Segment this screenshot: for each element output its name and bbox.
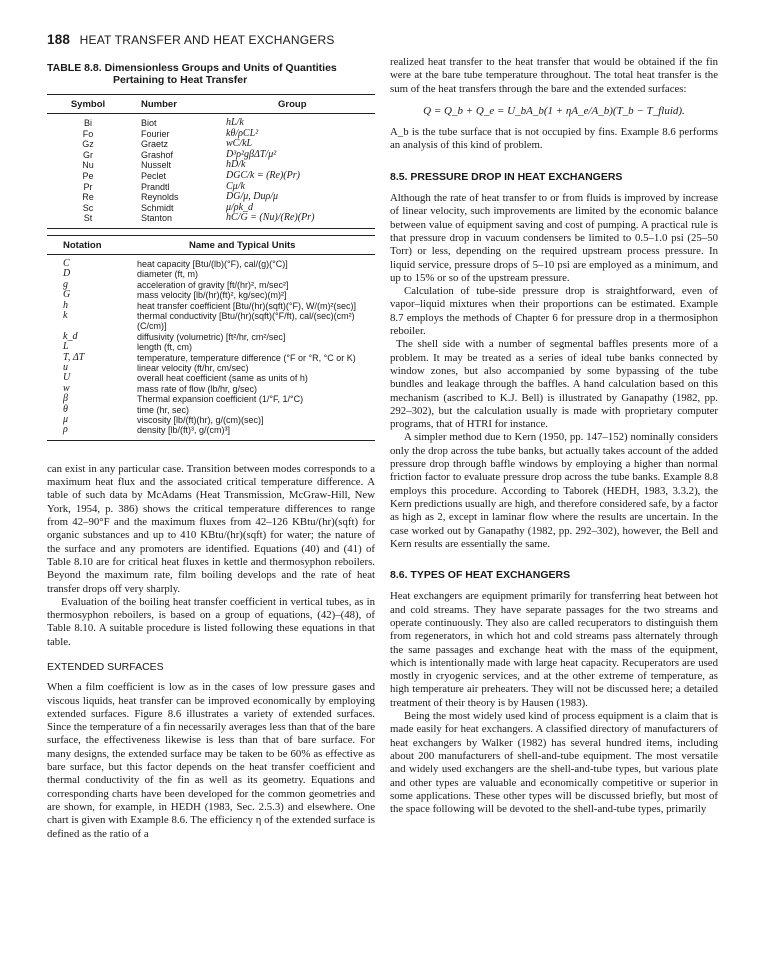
col-header-symbol: Symbol (47, 95, 129, 114)
symbol-cell: Gr (83, 149, 93, 160)
paragraph: can exist in any particular case. Transition between modes corresponds to a maximum heat flux and the associated critical temperature difference. A table of such data by McAdams (Heat Transmission, McGraw-Hill, New York, 1954, p. 386) shows the critical temperature differences to range from 42–90°F and the maximum fluxes from 42–126 KBtu/(hr)(sqft) for organic substances and up to 410 KBtu/(hr)(sqft) for water; the nature of the surface and any promoters are identified. Equations (40) and (41) of Table 8.10 are for critical heat fluxes in kettle and thermosyphon reboilers. Beyond the maximum rate, film boiling develops and the rate of heat transfer drops off very sharply. (47, 462, 375, 595)
paragraph: Heat exchangers are equipment primarily for transferring heat between hot and cold streams. They have separate passages for the two streams and operate continuously. They also are called recuperators to distinguish them from regenerators, in which hot and cold streams pass alternately through the same passages and exchange heat with the mass of the equipment, which is intentionally made with large heat capacity. Recuperators are used mostly in cryogenic services, and at the other extreme of temperature, as high temperature air preheaters. They will not be discussed here; a detailed treatment of their theory is by Hausen (1983). (390, 590, 718, 709)
table-row (47, 373, 375, 383)
table-row (47, 332, 375, 342)
table-row (47, 311, 375, 332)
table-row (47, 213, 375, 228)
col-header-number: Number (129, 95, 226, 114)
number-cell: Grashof (141, 149, 174, 160)
paragraph: A_b is the tube surface that is not occupied by fins. Example 8.6 performs an analysis of this kind of problem. (390, 126, 718, 152)
number-cell: Schmidt (141, 202, 174, 213)
group-cell: DG/μ, Duρ/μ (226, 191, 279, 203)
symbol-cell: Re (82, 192, 94, 203)
table-row (47, 425, 375, 440)
table-row (47, 394, 375, 404)
name-units-cell: time (hr, sec) (137, 404, 190, 415)
name-units-cell: heat capacity [Btu/(lb)(°F), cal/(g)(°C)] (137, 258, 288, 269)
table-row (47, 160, 375, 171)
table-row (47, 280, 375, 290)
paragraph: Calculation of tube-side pressure drop is straightforward, even of vapor–liquid mixtures when their proportions can be estimated. Example 8.7 employs the methods of Chapter 6 for pressure drop in a thermosiphon reboiler. (390, 285, 718, 338)
table-row (47, 182, 375, 193)
table-row (47, 171, 375, 182)
table-caption-line2: Pertaining to Heat Transfer (113, 74, 248, 86)
symbol-cell: Sc (82, 202, 94, 213)
name-units-cell: diameter (ft, m) (137, 269, 199, 280)
name-units-cell: temperature, temperature difference (°F or °R, °C or K) (137, 352, 356, 363)
section-heading-pressure-drop: 8.5. PRESSURE DROP IN HEAT EXCHANGERS (390, 170, 623, 183)
group-cell: μ/ρk_d (226, 201, 254, 213)
table-row (47, 150, 375, 161)
paragraph: Evaluation of the boiling heat transfer coefficient in vertical tubes, as in thermosyphon reboilers, is based on a group of equations, (42)–(48), of Table 8.10. A suitable procedure is listed following these equations in that table. (47, 595, 375, 648)
name-units-cell: Thermal expansion coefficient (1/°F, 1/°C) (137, 394, 304, 405)
table-row (47, 353, 375, 363)
col-header-group: Group (226, 95, 375, 114)
table-row (47, 114, 375, 129)
symbol-cell: Pr (83, 181, 93, 192)
name-units-cell: overall heat coefficient (same as units of h) (137, 373, 308, 384)
paragraph: Although the rate of heat transfer to or from fluids is improved by increase of linear velocity, such improvements are limited by the economic balance between value of equipment saving and cost of pumping. A practical rule is that pressure drop in vacuum condensers be limited to 0.5–1.0 psi (25–50 Torr) or less, depending on the required upstream process pressure. In liquid service, pressure drops of 5–10 psi are employed as a minimum, and up to 15% or so of the upstream pressure. (390, 192, 718, 284)
name-units-cell: mass velocity [lb/(hr)(ft)², kg/sec)(m)²] (137, 290, 287, 301)
table-row (47, 415, 375, 425)
table-row (47, 254, 375, 269)
fin-heat-transfer-equation: Q = Q_b + Q_e = U_bA_b(1 + ηA_e/A_b)(T_b − T_fluid). (423, 104, 685, 117)
section-heading-types-of-exchangers: 8.6. TYPES OF HEAT EXCHANGERS (390, 569, 571, 582)
paragraph: realized heat transfer to the heat transfer that would be obtained if the fin were at the bare tube temperature throughout. The total heat transfer is the sum of the heat transfers through the bare and the extended surfaces: (390, 56, 718, 95)
table-header-row (47, 235, 375, 254)
running-title: HEAT TRANSFER AND HEAT EXCHANGERS (79, 33, 335, 47)
name-units-cell: heat transfer coefficient [Btu/(hr)(sqft)(°F), W/(m)²(sec)] (137, 300, 356, 311)
table-row (47, 384, 375, 394)
name-units-cell: viscosity [lb/(ft)(hr), g/(cm)(sec)] (137, 415, 264, 426)
table-caption (47, 62, 375, 86)
notation-cell: D (63, 268, 71, 280)
paragraph: Being the most widely used kind of process equipment is a claim that is made easily for heat exchangers. A classified directory of manufacturers of heat exchangers by Walker (1982) has several hundred items, including about 200 manufacturers of shell-and-tube equipment. The most versatile and widely used exchangers are the shell-and-tube types, but various plate and other types are valuable and economically competitive or superior in some applications. These other types will be discussed briefly, but most of the space following will be devoted to the shell-and-tube types, primarily (390, 710, 718, 816)
symbol-cell: Nu (82, 160, 94, 171)
table-row (47, 269, 375, 279)
group-cell: DGC/k = (Re)(Pr) (226, 169, 300, 181)
number-cell: Graetz (141, 139, 169, 150)
name-units-cell: acceleration of gravity [ft/(hr)², m/sec²] (137, 279, 289, 290)
notation-cell: u (63, 362, 68, 373)
notation-cell: T, ΔT (63, 351, 85, 363)
right-column (390, 56, 718, 816)
paragraph: A simpler method due to Kern (1950, pp. 147–152) nominally considers only the drop across the tube banks, but actually takes account of the added pressure drop through baffle windows by employing a higher than normal friction factor to evaluate pressure drop across the tube banks. Example 8.8 employs this procedure. According to Taborek (HEDH, 1983, 3.3.2), the Kern predictions usually are high, and therefore considered safe, by a factor as high as 2, except in laminar flow where the results are uncertain. In the case worked out by Ganapathy (1982, pp. 292–302), however, the Bell and Kern results are essentially the same. (390, 431, 718, 550)
notation-body (47, 254, 375, 440)
group-cell: hD/k (226, 159, 246, 171)
left-body-text (47, 463, 375, 841)
right-body-text (390, 56, 718, 816)
number-cell: Reynolds (141, 192, 179, 203)
symbol-cell: Bi (83, 118, 92, 128)
table-row (47, 290, 375, 300)
table-row (47, 203, 375, 214)
number-cell: Stanton (141, 213, 173, 224)
table-row (47, 301, 375, 311)
symbol-cell: Fo (82, 128, 94, 139)
symbol-cell: St (83, 213, 93, 224)
name-units-cell: density [lb/(ft)³, g/(cm)³] (137, 425, 231, 436)
col-header-name-units: Name and Typical Units (135, 235, 375, 254)
notation-cell: w (63, 382, 70, 394)
table-row (47, 139, 375, 150)
name-units-cell: thermal conductivity [Btu/(hr)(sqft)(°F/ft), cal/(sec)(cm²)(C/cm)] (137, 310, 355, 332)
notation-cell: G (63, 289, 71, 301)
table-row (47, 129, 375, 140)
dimensionless-groups-table (47, 94, 375, 229)
running-header (47, 32, 335, 47)
name-units-cell: mass rate of flow (lb/hr, g/sec) (137, 383, 258, 394)
table-row (47, 363, 375, 373)
table-row (47, 405, 375, 415)
group-cell: Cμ/k (226, 180, 245, 192)
page-number: 188 (47, 32, 71, 47)
number-cell: Fourier (141, 128, 170, 139)
table-header-row (47, 95, 375, 114)
table-row (47, 192, 375, 203)
notation-cell: U (63, 372, 71, 384)
group-cell: D³ρ²gβΔT/μ² (226, 148, 277, 160)
table-caption-line1: TABLE 8.8. Dimensionless Groups and Units of Quantities (47, 62, 337, 74)
paragraph: The shell side with a number of segmental baffles presents more of a problem. It may be treated as a series of ideal tube banks connected by window zones, but also accompanied by some bypassing of the tube bundles and leakage through the baffles. A hand calculation based on this mechanism (ascribed to K.J. Bell) is illustrated by Ganapathy (1982, pp. 292–302), but the calculation usually is made with proprietary computer programs, that of HTRI for instance. (390, 338, 718, 431)
left-column (47, 56, 375, 841)
notation-cell: k_d (63, 330, 78, 342)
notation-cell: β (63, 393, 68, 405)
group-cell: kθ/ρCL² (226, 127, 259, 139)
notation-table (47, 235, 375, 441)
number-cell: Nusselt (141, 160, 172, 171)
number-cell: Biot (141, 118, 157, 128)
name-units-cell: diffusivity (volumetric) [ft²/hr, cm²/sec] (137, 331, 286, 342)
group-cell: wC/kL (226, 138, 253, 150)
dimensionless-groups-body (47, 114, 375, 229)
paragraph: When a film coefficient is low as in the cases of low pressure gases and viscous liquids, heat transfer can be improved economically by employing extended surfaces. Figure 8.6 illustrates a variety of extended surfaces. Since the temperature of a fin necessarily averages less than that of the bare surface, the effectiveness likewise is less than that of bare surface. For many designs, the extended surface may be taken to be 60% as effective as bare surface, but this factor depends on the heat transfer coefficient and thermal conductivity of the fin as well as its geometry. Equations and corresponding charts have been developed for the common geometries and are shown, for example, in HEDH (1983, Sec. 2.5.3) and elsewhere. One chart is given with Example 8.6. The efficiency η of the extended surface is defined as the ratio of a (47, 681, 375, 840)
symbol-cell: Pe (82, 170, 94, 181)
notation-cell: μ (63, 414, 69, 426)
notation-cell: g (63, 278, 68, 290)
notation-cell: ρ (63, 424, 68, 436)
table-row (47, 342, 375, 352)
group-cell: hC/G = (Nu)/(Re)(Pr) (226, 212, 315, 224)
name-units-cell: length (ft, cm) (137, 342, 193, 353)
notation-cell: C (63, 257, 70, 269)
col-header-notation: Notation (47, 235, 135, 254)
number-cell: Prandtl (141, 181, 170, 192)
section-heading-extended-surfaces: EXTENDED SURFACES (47, 661, 164, 673)
number-cell: Peclet (141, 170, 167, 181)
symbol-cell: Gz (82, 139, 94, 150)
notation-cell: θ (63, 403, 68, 415)
notation-cell: L (63, 341, 69, 353)
notation-cell: k (63, 309, 68, 321)
notation-cell: h (63, 299, 68, 311)
group-cell: hL/k (226, 117, 244, 128)
name-units-cell: linear velocity (ft/hr, cm/sec) (137, 363, 249, 373)
